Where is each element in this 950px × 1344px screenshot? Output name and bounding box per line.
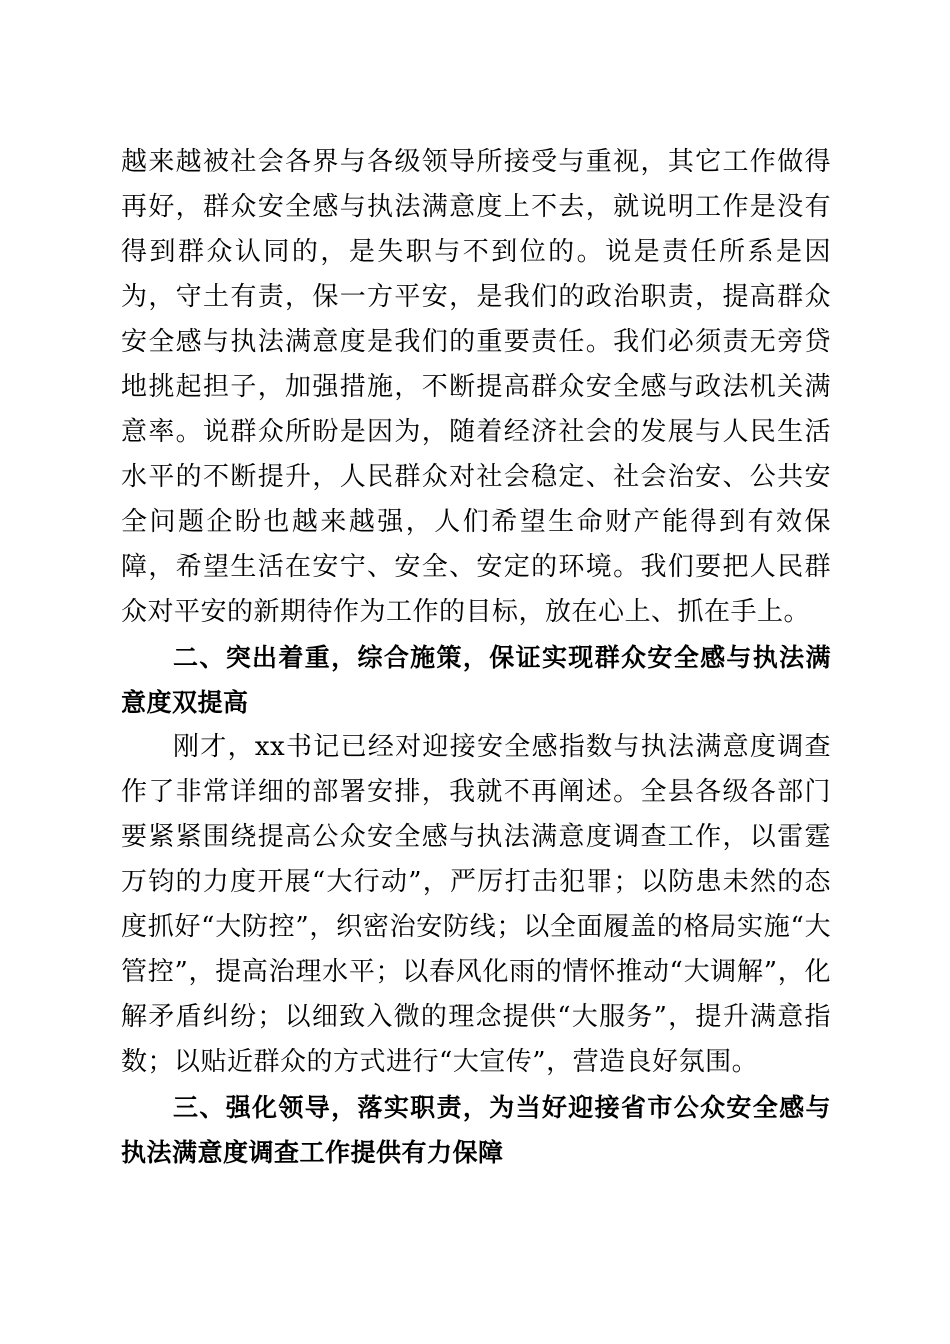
section-heading-two: 二、突出着重，综合施策，保证实现群众安全感与执法满意度双提高 bbox=[121, 643, 831, 717]
paragraph-measures: 刚才，xx书记已经对迎接安全感指数与执法满意度调查作了非常详细的部署安排，我就不再阐述。全县各级各部门要紧紧围绕提高公众安全感与执法满意度调查工作，以雷霆万钧的力度开展“大行动”，严厉打击犯罪；以防患未然的态度抓好“大防控”，织密治安防线；以全面履盖的格局实施“大管控”，提高治理水平；以春风化雨的情怀推动“大调解”，化解矛盾纠纷；以细致入微的理念提供“大服务”，提升满意指数；以贴近群众的方式进行“大宣传”，营造良好氛围。 bbox=[121, 732, 831, 1077]
paragraph-responsibility: 越来越被社会各界与各级领导所接受与重视，其它工作做得再好，群众安全感与执法满意度上不去，就说明工作是没有得到群众认同的，是失职与不到位的。说是责任所系是因为，守土有责，保一方平安，是我们的政治职责，提高群众安全感与执法满意度是我们的重要责任。我们必须责无旁贷地挑起担子，加强措施，不断提高群众安全感与政法机关满意率。说群众所盼是因为，随着经济社会的发展与人民生活水平的不断提升，人民群众对社会稳定、社会治安、公共安全问题企盼也越来越强，人们希望生命财产能得到有效保障，希望生活在安宁、安全、安定的环境。我们要把人民群众对平安的新期待作为工作的目标，放在心上、抓在手上。 bbox=[121, 147, 831, 627]
section-heading-three: 三、强化领导，落实职责，为当好迎接省市公众安全感与执法满意度调查工作提供有力保障 bbox=[121, 1093, 831, 1167]
document-body bbox=[121, 140, 831, 1175]
